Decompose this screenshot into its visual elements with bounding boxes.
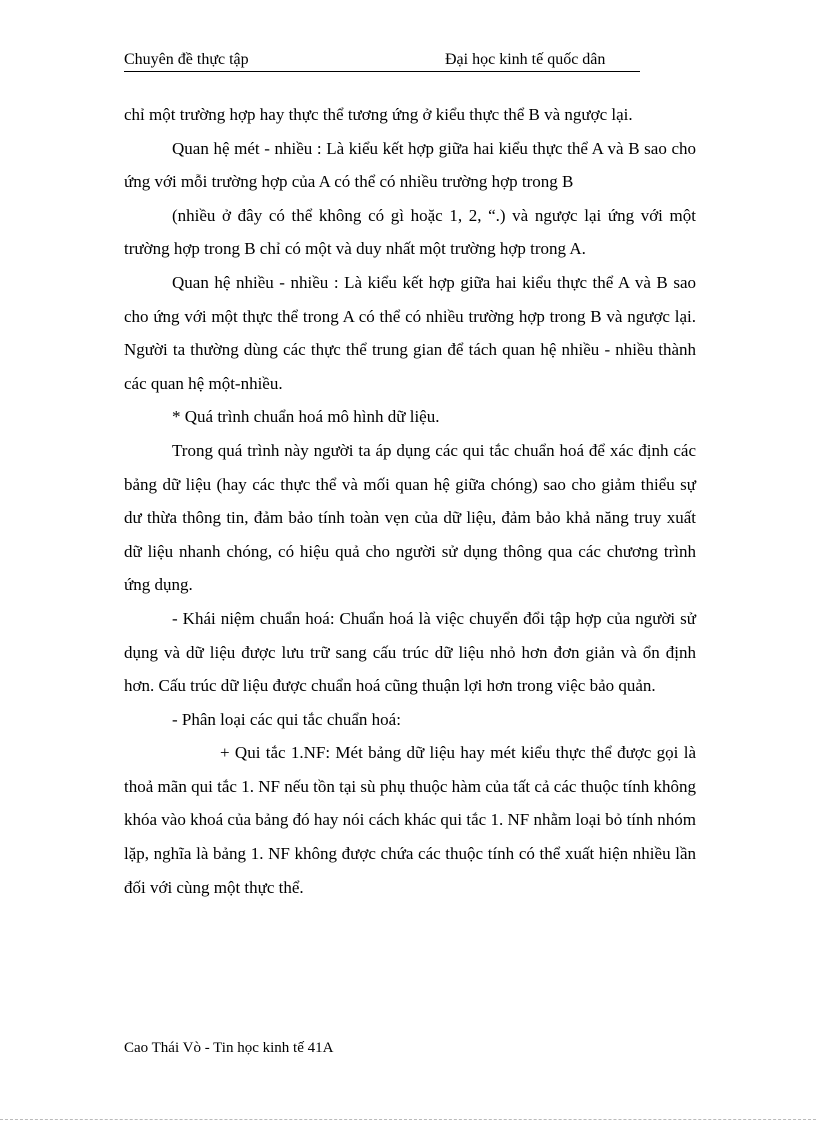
page-header [124,49,640,72]
page-break-divider [0,1119,816,1120]
document-body [124,98,696,904]
paragraph-normalization-concept: - Khái niệm chuẩn hoá: Chuẩn hoá là việc chuyển đổi tập hợp của người sử dụng và dữ liệu được lưu trữ sang cấu trúc dữ liệu nhỏ hơn đơn giản và ổn định hơn. Cấu trúc dữ liệu được chuẩn hoá cũng thuận lợi hơn trong việc bảo quản. [124,608,696,696]
paragraph-continuation: chỉ một trường hợp hay thực thể tương ứng ở kiểu thực thể B và ngược lại. [124,105,633,124]
paragraph-rule-1nf: + Qui tắc 1.NF: Mét bảng dữ liệu hay mét kiểu thực thể được gọi là thoả mãn qui tắc 1. NF nếu tồn tại sù phụ thuộc hàm của tất cả các thuộc tính không khóa vào khoá của bảng đó hay nói cách khác qui tắc 1. NF nhằm loại bỏ tính nhóm lặp, nghĩa là bảng 1. NF không được chứa các thuộc tính có thể xuất hiện nhiều lần đối với cùng một thực thể. [124,743,696,897]
paragraph-normalization-process: Trong quá trình này người ta áp dụng các qui tắc chuẩn hoá để xác định các bảng dữ liệu (hay các thực thể và mối quan hệ giữa chóng) sao cho giảm thiểu sự dư thừa thông tin, đảm bảo tính toàn vẹn của dữ liệu, đảm bảo khả năng truy xuất dữ liệu nhanh chóng, có hiệu quả cho người sử dụng thông qua các chương trình ứng dụng. [124,440,696,595]
paragraph-many-to-many: Quan hệ nhiều - nhiều : Là kiểu kết hợp giữa hai kiểu thực thể A và B sao cho ứng với một thực thể trong A có thể có nhiều trường hợp trong B và ngược lại. Người ta thường dùng các thực thể trung gian để tách quan hệ nhiều - nhiều thành các quan hệ một-nhiều. [124,272,696,393]
header-university: Đại học kinh tế quốc dân [445,51,606,68]
paragraph-one-to-many-cont: (nhiều ở đây có thể không có gì hoặc 1, 2, “.) và ngược lại ứng với một trường hợp trong B chỉ có một và duy nhất một trường hợp trong A. [124,205,696,259]
paragraph-normalization-heading: * Quá trình chuẩn hoá mô hình dữ liệu. [172,407,440,427]
paragraph-rule-classification: - Phân loại các qui tắc chuẩn hoá: [172,709,401,729]
page-footer: Cao Thái Vò - Tin học kinh tế 41A [124,1040,334,1056]
paragraph-one-to-many: Quan hệ mét - nhiều : Là kiểu kết hợp giữa hai kiểu thực thể A và B sao cho ứng với mỗi trường hợp của A có thể có nhiều trường hợp trong B [124,138,696,192]
header-course-title: Chuyên đề thực tập [124,51,249,68]
